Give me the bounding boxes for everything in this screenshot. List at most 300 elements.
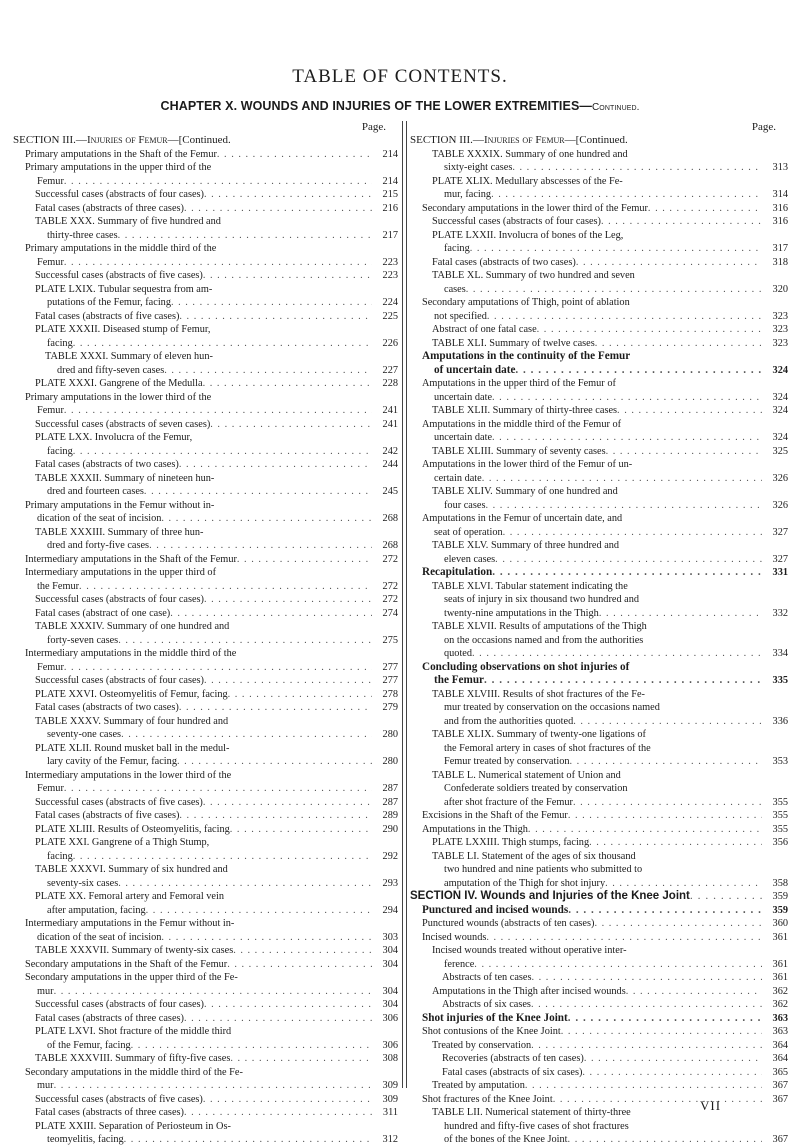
entry-text-line: Successful cases (abstracts of four cases) [35,594,204,605]
page-number-ref: 364 [772,1039,788,1051]
page-number: VII [700,1098,722,1113]
page-number-ref: 367 [772,1093,788,1105]
toc-entry [410,296,788,323]
entry-text-line: Shot contusions of the Knee Joint [422,1026,561,1037]
leader-dots [605,877,762,891]
page-number-ref: 355 [772,823,788,835]
leader-dots [204,593,372,607]
page-number-ref: 223 [382,270,398,281]
leader-dots [512,161,762,175]
page-number-ref: 217 [382,229,398,241]
leader-dots [230,823,372,837]
page-number-ref: 214 [382,148,398,160]
entry-text-line: PLATE XXIII. Separation of Periosteum in Os- [35,1120,231,1132]
entry-text-line: Punctured and incised wounds [422,903,569,916]
entry-text-line: TABLE XLII. Summary of thirty-three cases [432,405,618,416]
page-number-ref: 272 [382,553,398,565]
toc-entry [13,566,398,593]
toc-entry [410,944,788,971]
page-number-ref: 326 [772,499,788,511]
page-number-ref: 324 [772,405,788,416]
leader-dots [204,674,372,688]
entry-text-line: TABLE XLIII. Summary of seventy cases [432,445,606,457]
toc-entry [410,269,788,296]
entry-text-line: certain date [434,472,482,484]
leader-dots [73,445,372,459]
leader-dots [617,404,762,418]
entry-text-line: PLATE XXXII. Diseased stump of Femur, [35,324,211,335]
entry-text-line: Concluding observations on shot injuries of [422,660,630,673]
page-number-ref: 292 [382,850,398,862]
page-column-label: Page. [751,121,776,133]
leader-dots [164,364,372,378]
leader-dots [568,904,762,918]
entry-text-line: TABLE XXXVI. Summary of six hundred and [35,864,228,875]
toc-entry [410,229,788,256]
leader-dots [124,1133,372,1147]
chapter-continued: Continued. [591,102,640,113]
entry-text-line: putations of the Femur, facing [47,297,171,308]
leader-dots [179,458,372,472]
toc-entry [410,688,788,729]
toc-entry [410,337,788,351]
entry-text-line: dred and forty-five cases [47,540,150,551]
page-number-ref: 365 [772,1066,788,1078]
page-number-ref: 367 [772,1134,788,1145]
leader-dots [594,917,762,931]
entry-text-line: TABLE LII. Numerical statement of thirty-three [432,1107,631,1118]
leader-dots [170,607,372,621]
page-number-ref: 309 [382,1080,398,1091]
page-number-ref: 363 [772,1012,788,1024]
page-number-ref: 361 [772,972,788,983]
entry-text-line: Incised wounds [422,931,487,943]
page-number-ref: 308 [382,1053,398,1064]
toc-entry [410,1025,788,1039]
entry-text-line: the Femur [434,674,485,686]
toc-entries-left [13,148,398,1147]
toc-entry [410,1079,788,1093]
page-number-ref: 323 [772,337,788,349]
page-number-ref: 324 [772,432,788,443]
chapter-heading [0,99,800,113]
leader-dots [568,809,762,823]
entry-text-line: Secondary amputations in the Shaft of the Femur [25,958,228,970]
entry-text-line: hundred and fifty-five cases of shot fractures [444,1120,629,1132]
entry-text-line: Recapitulation [422,566,493,578]
toc-entry [13,917,398,944]
leader-dots [64,661,372,675]
page-number-ref: 316 [772,216,788,227]
leader-dots [561,1025,762,1039]
toc-entry [13,688,398,702]
section-title: Wounds and Injuries of the Knee Joint [480,890,690,902]
entry-text-line: Amputations in the middle third of the Femur of [422,418,622,430]
entry-text-line: seventy-one cases [47,729,122,740]
leader-dots [203,1093,372,1107]
toc-entry [13,796,398,810]
entry-text-line: forty-seven cases [47,634,119,646]
entry-text-line: mur treated by conservation on the occasions named [444,702,660,713]
page-number-ref: 293 [382,877,398,889]
entry-text-line: Fatal cases (abstracts of three cases) [35,1012,184,1024]
entry-text-line: ference [444,958,475,970]
entry-text-line: Secondary amputations in the middle third of the Fe- [25,1066,243,1078]
toc-entry [410,769,788,810]
toc-entry [13,1093,398,1107]
toc-entry [13,958,398,972]
entry-text-line: Abstracts of six cases [442,999,531,1010]
entry-text-line: quoted [444,648,473,659]
leader-dots [118,634,372,648]
page-number-ref: 311 [382,1107,398,1118]
page-number-ref: 216 [382,202,398,214]
leader-dots [491,188,762,202]
leader-dots [131,1039,372,1053]
page-number-ref: 226 [382,337,398,349]
entry-text-line: Intermediary amputations in the Shaft of the Femur [25,553,237,565]
entry-text-line: the Femur [37,580,80,592]
toc-entry [410,620,788,661]
toc-entry [410,850,788,891]
page-number-ref: 360 [772,918,788,929]
page-number-ref: 316 [772,202,788,214]
section-heading-prefix: SECTION III.— [13,134,87,146]
toc-entry [13,472,398,499]
entry-text-line: Successful cases (abstracts of four cases) [35,999,204,1010]
leader-dots [204,998,372,1012]
entry-text-line: TABLE XLI. Summary of twelve cases [432,337,595,349]
page-number-ref: 355 [772,810,788,821]
toc-entry [13,431,398,458]
leader-dots [54,1079,372,1093]
entry-text-line: TABLE XLV. Summary of three hundred and [432,540,620,551]
page-number-ref: 245 [382,486,398,497]
page-number-ref: 304 [382,945,398,956]
entry-text-line: Successful cases (abstracts of five cases) [35,270,203,281]
leader-dots [237,553,372,567]
entry-text-line: sixty-eight cases [444,162,513,173]
entry-text-line: TABLE XXXI. Summary of eleven hun- [45,351,213,362]
leader-dots [118,229,372,243]
section-heading-prefix: SECTION III.— [410,134,484,146]
entry-text-line: facing [47,337,73,349]
entry-text-line: Intermediary amputations in the Femur without in- [25,918,235,929]
toc-entry [13,1120,398,1147]
entry-text-line: PLATE XXI. Gangrene of a Thigh Stump, [35,837,210,848]
page-number-ref: 214 [382,175,398,187]
entry-text-line: Successful cases (abstracts of four cases) [35,675,204,686]
leader-dots [73,337,372,351]
entry-text-line: Femur [37,175,64,187]
entry-text-line: seventy-six cases [47,877,119,889]
page-number-ref: 242 [382,445,398,457]
entry-text-line: Fatal cases (abstract of one case) [35,607,171,619]
leader-dots [64,175,372,189]
entry-text-line: four cases [444,499,486,511]
right-column [410,121,788,1147]
page-number-ref: 361 [772,931,788,943]
page-number-ref: 277 [382,675,398,686]
toc-entry [410,404,788,418]
entry-text-line: PLATE XLIX. Medullary abscesses of the Fe- [432,175,623,187]
leader-dots [582,1066,762,1080]
leader-dots [179,310,372,324]
toc-entry [410,1052,788,1066]
leader-dots [217,148,372,162]
page-number-ref: 323 [772,310,788,322]
section-label: SECTION IV. [410,890,481,902]
toc-entry [410,256,788,270]
page-number-ref: 317 [772,243,788,254]
leader-dots [606,445,762,459]
section-heading-suffix: —[Continued. [564,134,628,146]
toc-entry [410,809,788,823]
entry-text-line: of the Femur, facing [47,1039,131,1051]
page-number-ref: 324 [772,364,788,376]
entry-text-line: TABLE XLVI. Tabular statement indicating the [432,580,628,592]
entry-text-line: TABLE XXXIX. Summary of one hundred and [432,148,628,160]
toc-entry [410,215,788,229]
leader-dots [495,553,762,567]
page-number-ref: 225 [382,310,398,322]
leader-dots [161,931,372,945]
toc-entry [410,998,788,1012]
entry-text-line: Amputations in the continuity of the Femur [422,350,631,362]
page-number-ref: 306 [382,1012,398,1024]
entry-text-line: Fatal cases (abstracts of two cases) [35,459,179,470]
page-number-ref: 336 [772,715,788,727]
page-number-ref: 323 [772,324,788,335]
entry-text-line: Secondary amputations of Thigh, point of ablation [422,297,630,308]
toc-entry [13,526,398,553]
entry-text-line: Abstracts of ten cases [442,972,532,983]
entry-text-line: Treated by amputation [432,1080,525,1091]
entry-text-line: Fatal cases (abstracts of three cases) [35,1107,184,1118]
entry-text-line: Fatal cases (abstracts of three cases) [35,202,184,214]
page-number-ref: 324 [772,391,788,403]
entry-text-line: Secondary amputations in the lower third of the Femur [422,202,648,214]
leader-dots [149,539,372,553]
leader-dots [179,809,372,823]
page-number-ref: 306 [382,1039,398,1051]
toc-entry [13,620,398,647]
entry-text-line: seat of operation [434,526,503,538]
leader-dots [474,958,762,972]
entry-text-line: Abstract of one fatal case [432,324,537,335]
leader-dots [648,202,762,216]
leader-dots [537,323,762,337]
leader-dots [79,580,372,594]
toc-entry [410,971,788,985]
toc-entry [13,890,398,917]
page-number-ref: 275 [382,634,398,646]
leader-dots [485,499,762,513]
entry-text-line: Incised wounds treated without operative inter- [432,945,627,956]
leader-dots [601,215,762,229]
entry-text-line: PLATE XLIII. Results of Osteomyelitis, facing [35,823,230,835]
leader-dots [472,647,762,661]
page-number-ref: 274 [382,607,398,619]
entry-text-line: Amputations in the Thigh after incised wounds [432,985,626,997]
toc-entry [13,607,398,621]
toc-entry [13,836,398,863]
entry-text-line: PLATE LXVI. Shot fracture of the middle third [35,1026,232,1037]
leader-dots [184,1106,372,1120]
entry-text-line: TABLE XXXVIII. Summary of fifty-five cases [35,1053,231,1064]
toc-entry [410,458,788,485]
entry-text-line: TABLE XXXVII. Summary of twenty-six cases [35,945,234,956]
entry-text-line: lary cavity of the Femur, facing [47,756,177,767]
entry-text-line: PLATE XX. Femoral artery and Femoral vein [35,891,225,902]
entry-text-line: Punctured wounds (abstracts of ten cases) [422,918,595,929]
chapter-title: CHAPTER X. WOUNDS AND INJURIES OF THE LOWER EXTREMITIES— [160,99,592,113]
page-number-ref: 359 [772,891,788,902]
toc-entry [13,148,398,162]
toc-subheading [410,1012,788,1026]
page-number-ref: 223 [382,256,398,268]
leader-dots [595,337,762,351]
page-number-ref: 335 [772,675,788,686]
toc-entry [410,931,788,945]
entry-text-line: on the occasions named and from the authorities [444,634,644,646]
entry-text-line: Amputations in the lower third of the Femur of un- [422,459,633,470]
page-number-ref: 215 [382,189,398,200]
leader-dots [230,1052,372,1066]
toc-entry [13,809,398,823]
entry-text-line: after amputation, facing [47,904,146,916]
entry-text-line: Primary amputations in the Shaft of the Femur [25,148,217,160]
entry-text-line: Intermediary amputations in the lower third of the [25,769,232,781]
toc-entry [13,1052,398,1066]
entry-text-line: mur [37,1080,54,1091]
leader-dots [64,404,372,418]
page-number-ref: 364 [772,1053,788,1064]
entry-text-line: TABLE XLIX. Summary of twenty-one ligations of [432,729,646,740]
leader-dots [203,269,372,283]
toc-entry [13,215,398,242]
entry-text-line: TABLE XXXV. Summary of four hundred and [35,715,229,727]
entry-text-line: PLATE XXVI. Osteomyelitis of Femur, facing [35,688,228,700]
toc-entry [410,485,788,512]
leader-dots [203,796,372,810]
entry-text-line: Amputations in the upper third of the Femur of [422,378,616,389]
leader-dots [515,364,762,378]
toc-subheading [410,350,788,377]
leader-dots [626,985,762,999]
toc-entry [13,701,398,715]
toc-entries-right [410,148,788,1147]
leader-dots [64,256,372,270]
entry-text-line: eleven cases [444,553,496,565]
toc-entry [13,1066,398,1093]
leader-dots [486,931,762,945]
entry-text-line: the Femoral artery in cases of shot fractures of the [444,742,651,754]
leader-dots [484,674,762,688]
toc-entry [13,323,398,350]
leader-dots [532,971,763,985]
left-column [13,121,398,1147]
entry-text-line: not specified [434,310,487,322]
page-number-ref: 325 [772,445,788,457]
entry-text-line: TABLE XXXIV. Summary of one hundred and [35,621,230,632]
page-number-ref: 241 [382,418,398,430]
page-number-ref: 272 [382,580,398,592]
entry-text-line: dred and fourteen cases [47,486,144,497]
entry-text-line: Fatal cases (abstracts of two cases) [432,256,576,268]
leader-dots [503,526,762,540]
entry-text-line: PLATE LXX. Involucra of the Femur, [35,432,193,443]
section-heading [410,134,788,148]
entry-text-line: twenty-nine amputations in the Thigh [444,607,599,619]
entry-text-line: Intermediary amputations in the upper third of [25,567,217,578]
toc-entry [13,391,398,418]
page-number-ref: 279 [382,702,398,713]
entry-text-line: Amputations in the Femur of uncertain date, and [422,513,623,524]
leader-dots [184,202,372,216]
page-number-ref: 362 [772,985,788,997]
toc-entry [13,674,398,688]
toc-entry [410,1066,788,1080]
entry-text-line: Successful cases (abstracts of seven cases) [35,418,211,430]
entry-text-line: Amputations in the Thigh [422,823,528,835]
toc-entry [13,769,398,796]
entry-text-line: dication of the seat of incision [37,931,162,943]
entry-text-line: Secondary amputations in the upper third of the Fe- [25,972,238,983]
entry-text-line: Intermediary amputations in the middle third of the [25,648,237,659]
entry-text-line: Shot fractures of the Knee Joint [422,1093,553,1105]
entry-text-line: thirty-three cases [47,229,118,241]
page-number-ref: 277 [382,661,398,673]
leader-dots [492,566,762,580]
toc-entry [13,310,398,324]
toc-entry [13,971,398,998]
entry-text-line: TABLE XLVIII. Results of shot fractures of the Fe- [432,688,645,700]
toc-entry [410,1106,788,1147]
entry-text-line: Primary amputations in the lower third of the [25,391,212,403]
toc-section-heading [410,890,788,904]
entry-text-line: of the bones of the Knee Joint [444,1134,568,1145]
toc-entry [13,647,398,674]
toc-entry [13,499,398,526]
leader-dots [492,431,762,445]
toc-entry [410,175,788,202]
entry-text-line: teomyelitis, facing [47,1134,124,1145]
toc-entry [410,148,788,175]
entry-text-line: dication of the seat of incision [37,513,162,524]
entry-text-line: seats of injury in six thousand two hundred and [444,594,640,605]
entry-text-line: Successful cases (abstracts of four cases) [432,216,601,227]
entry-text-line: Successful cases (abstracts of five cases) [35,796,203,808]
leader-dots [531,998,762,1012]
entry-text-line: Excisions in the Shaft of the Femur [422,810,568,821]
toc-entry [13,377,398,391]
leader-dots [73,850,372,864]
page-number-ref: 318 [772,256,788,268]
leader-dots [568,1012,762,1026]
entry-text-line: Primary amputations in the Femur without in- [25,499,215,511]
leader-dots [233,944,372,958]
entry-text-line: TABLE L. Numerical statement of Union and [432,769,621,781]
leader-dots [184,1012,372,1026]
leader-dots [210,418,372,432]
page-column-label: Page. [361,121,386,133]
page-number-ref: 268 [382,540,398,551]
toc-entry [13,202,398,216]
entry-text-line: Primary amputations in the middle third of the [25,243,217,254]
leader-dots [573,715,762,729]
page-number-ref: 309 [382,1093,398,1105]
